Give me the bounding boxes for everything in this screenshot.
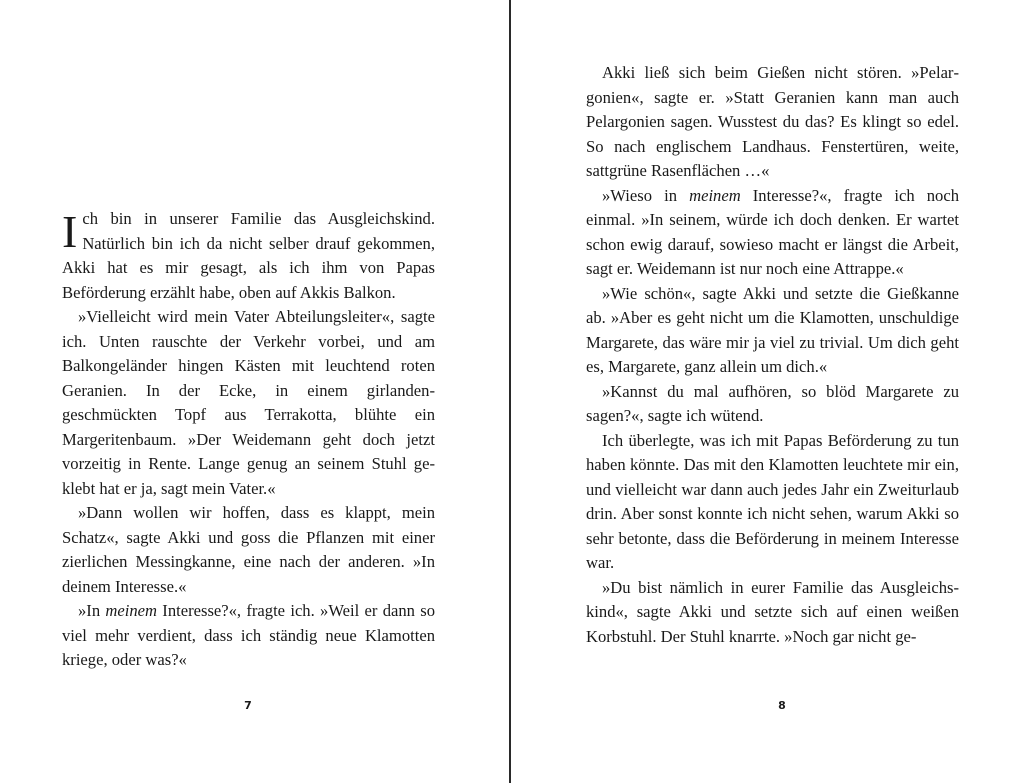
emphasized-word: meinem xyxy=(105,601,158,620)
paragraph: »Kannst du mal aufhören, so blöd Margarete zu sagen?«, sagte ich wütend. xyxy=(586,381,959,425)
left-page xyxy=(0,0,509,783)
emphasized-word: meinem xyxy=(689,185,741,205)
paragraph-text: Interesse?«, fragte ich noch einmal. »In seinem, würde ich doch denken. Er wartet schon ewig darauf, sowieso macht er längst die Arbeit, sagt er. Weidemann ist nur noch eine Attrappe.« xyxy=(586,185,960,278)
opening-paragraph-text: ch bin in unserer Familie das Ausgleichskind. Natürlich bin ich da nicht selber drauf gekommen, Akki hat es mir gesagt, als ich ihm von Papas Beförderung erzählt habe, oben auf Akkis Balkon. xyxy=(62,209,435,302)
left-page-text xyxy=(62,207,435,673)
paragraph xyxy=(62,599,435,673)
opening-paragraph xyxy=(62,207,435,305)
paragraph-text: »Wieso in xyxy=(602,185,690,205)
paragraph: »Du bist nämlich in eurer Familie das Ausgleichskind«, sagte Akki und setzte sich auf einen weißen Korbstuhl. Der Stuhl knarrte. »Noch gar nicht ge- xyxy=(586,577,959,646)
paragraph: Ich überlegte, was ich mit Papas Beförderung zu tun haben könnte. Das mit den Klamotten leuchtete mir ein, und vielleicht war dann auch jedes Jahr ein Zweiturlaub drin. Aber sonst konnte ich nicht sehen, warum Akki so sehr betonte, dass die Beförderung in meinem Interesse war. xyxy=(586,430,959,572)
paragraph-text: »In xyxy=(78,601,106,620)
paragraph: Akki ließ sich beim Gießen nicht stören. »Pelargonien«, sagte er. »Statt Geranien kann man auch Pelargonien sagen. Wusstest du das? Es klingt so edel. So nach englischem Landhaus. Fenstertüren, weite, sattgrüne Rasenflächen …« xyxy=(586,63,959,180)
paragraph xyxy=(586,184,959,282)
paragraph: »Vielleicht wird mein Vater Abteilungsleiter«, sagte ich. Unten rauschte der Verkehr vorbei, und am Balkongeländer hingen Kästen mit leuchtend roten Geranien. In der Ecke, in einem girlandengeschmückten Topf aus Terrakotta, blühte ein Margeritenbaum. »Der Weidemann geht doch jetzt vorzeitig in Rente. Lange genug an seinem Stuhl geklebt hat er ja, sagt mein Vater.« xyxy=(62,307,435,498)
drop-cap: I xyxy=(62,206,78,257)
page-number-right: 8 xyxy=(778,699,786,712)
paragraph: »Wie schön«, sagte Akki und setzte die Gießkanne ab. »Aber es geht nicht um die Klamotten, unschuldige Margarete, das wäre mir ja viel zu trivial. Um dich geht es, Margarete, ganz allein um dich.« xyxy=(586,283,959,376)
page-number-left: 7 xyxy=(244,699,252,712)
right-page xyxy=(511,0,1020,783)
right-page-text xyxy=(586,61,959,649)
paragraph-text: Interesse?«, fragte ich. »Weil er dann so viel mehr verdient, dass ich ständig neue Klamotten kriege, oder was?« xyxy=(62,601,435,669)
paragraph: »Dann wollen wir hoffen, dass es klappt, mein Schatz«, sagte Akki und goss die Pflanzen mit einer zierlichen Messingkanne, eine nach der anderen. »In deinem Interesse.« xyxy=(62,503,435,596)
